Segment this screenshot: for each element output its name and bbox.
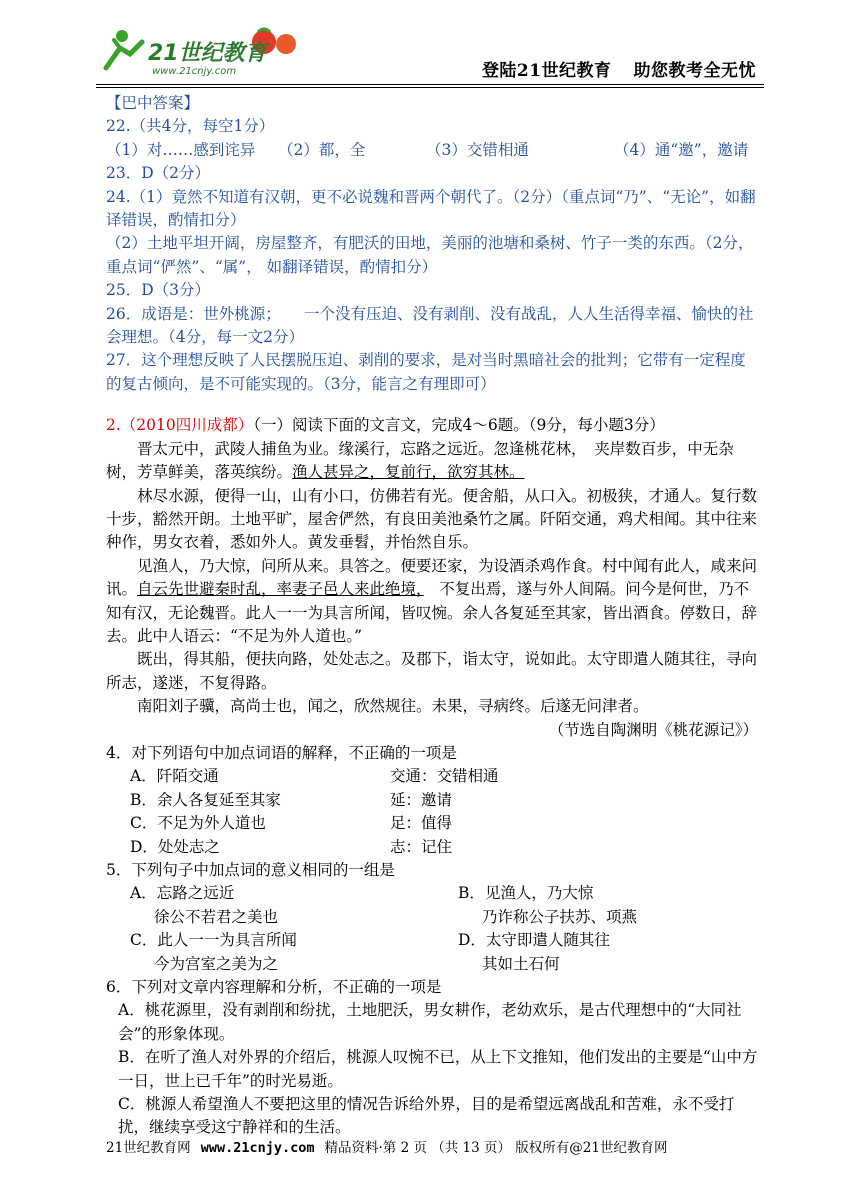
slogan-login: 登陆21世纪教育: [481, 61, 612, 81]
question-4-option: C．不足为外人道也 足：值得: [130, 814, 453, 833]
answer-line: 27．这个理想反映了人民摆脱压迫、剥削的要求，是对当时黑暗社会的批判；它带有一定程度的复古倾向，是不可能实现的。（3分，能言之有理即可）: [106, 351, 746, 393]
footer-site: 21世纪教育网: [106, 1140, 191, 1156]
question-5-option-row: 徐公不若君之美也 乃诈称公子扶苏、项燕: [154, 907, 638, 926]
answer-title: 【巴中答案】: [106, 94, 200, 112]
slogan-help: 助您教考全无忧: [633, 61, 756, 81]
page-header: [96, 26, 764, 82]
question-6-option: B．在听了渔人对外界的介绍后，桃源人叹惋不已，从上下文推知，他们发出的主要是“山中方一日，世上已千年”的时光易逝。: [118, 1048, 758, 1090]
answer-line: 26．成语是：世外桃源； 一个没有压迫、没有剥削、没有战乱，人人生活得幸福、愉快的社会理想。（4分，每一文2分）: [106, 304, 754, 347]
question-4-stem: 4．对下列语句中加点词语的解释，不正确的一项是: [106, 743, 457, 762]
answer-line: （2）土地平坦开阔，房屋整齐，有肥沃的田地，美丽的池塘和桑树、竹子一类的东西。（2分，重点词“俨然”、“属”， 如翻译错误，酌情扣分）: [106, 234, 754, 276]
passage-paragraph: 晋太元中，武陵人捕鱼为业。缘溪行，忘路之远近。忽逢桃花林， 夹岸数百步，中无杂树，芳草鲜美，落英缤纷。渔人甚异之，复前行，欲穷其林。: [106, 439, 734, 482]
question-5-option-row: 今为宫室之美为之 其如土石何: [154, 954, 560, 973]
header-slogan: [460, 56, 756, 81]
answer-line: （1）对……感到诧异 （2）都，全 （3）交错相通 （4）通“邀”，邀请: [106, 140, 749, 159]
question-4-option: B．余人各复延至其家 延：邀请: [130, 790, 453, 809]
answer-section: [106, 92, 758, 396]
passage-paragraph: 南阳刘子骥，高尚士也，闻之，欣然规往。未果，寻病终。后遂无问津者。: [137, 697, 649, 716]
header-rule-thin: [96, 87, 764, 88]
page-footer: [106, 1136, 766, 1156]
question-6-stem: 6．下列对文章内容理解和分析，不正确的一项是: [106, 978, 442, 997]
passage-paragraph: 既出，得其船，便扶向路，处处志之。及郡下，诣太守，说如此。太守即遣人随其往，寻向所志，遂迷，不复得路。: [106, 650, 758, 692]
question-6-option: C．桃源人希望渔人不要把这里的情况告诉给外界，目的是希望远离战乱和苦难，永不受打扰，继续享受这宁静祥和的生活。: [118, 1095, 735, 1137]
question-number: 2.: [106, 416, 121, 435]
question-4-option: D．处处志之 志：记住: [130, 837, 453, 856]
logo: [96, 26, 311, 78]
footer-url[interactable]: www.21cnjy.com: [200, 1140, 315, 1156]
logo-text: 21世纪教育: [148, 41, 267, 66]
page-content: [106, 92, 758, 1140]
question-5-stem: 5．下列句子中加点词的意义相同的一组是: [106, 861, 395, 879]
passage-citation: （节选自陶渊明《桃花源记》）: [548, 720, 758, 739]
answer-line: 23．D（2分）: [106, 164, 211, 183]
question-2-header: [106, 414, 758, 437]
question-source: （2010四川成都）: [120, 416, 254, 435]
logo-url: www.21cnjy.com: [152, 66, 237, 77]
header-rule: [96, 84, 764, 85]
question-instructions: （一）阅读下面的文言文，完成4～6题。（9分，每小题3分）: [253, 416, 665, 435]
question-6-option: A．桃花源里，没有剥削和纷扰，土地肥沃，男女耕作，老幼欢乐，是古代理想中的“大同社会”的形象体现。: [118, 1001, 742, 1043]
footer-info: 精品资料·第 2 页 （共 13 页） 版权所有@21世纪教育网: [324, 1140, 668, 1156]
answer-line: 22.（共4分，每空1分）: [106, 117, 275, 136]
answer-line: 25．D（3分）: [106, 281, 211, 300]
question-4-option: A．阡陌交通 交通：交错相通: [130, 767, 499, 786]
question-5-option-row: C．此人一一为具言所闻 D．太守即遣人随其往: [130, 931, 610, 950]
passage-paragraph: 见渔人，乃大惊，问所从来。具答之。便要还家，为设酒杀鸡作食。村中闻有此人，咸来问讯。自云先世避秦时乱，率妻子邑人来此绝境， 不复出焉，遂与外人间隔。问今是何世，乃不知有汉，无论魏晋。此人一一为具言所闻，皆叹惋。余人各复延至其家，皆出酒食。停数日，辞去。此中人语云：“不足为外人道也。”: [106, 556, 758, 645]
passage-paragraph: 林尽水源，便得一山，山有小口，仿佛若有光。便舍船，从口入。初极狭，才通人。复行数十步，豁然开朗。土地平旷，屋舍俨然，有良田美池桑竹之属。阡陌交通，鸡犬相闻。其中往来种作，男女衣着，悉如外人。黄发垂髫，并怡然自乐。: [106, 486, 758, 552]
answer-line: 24.（1）竟然不知道有汉朝，更不必说魏和晋两个朝代了。（2分）（重点词“乃”、“无论”，如翻译错误，酌情扣分）: [106, 187, 756, 230]
question-5-option-row: A．忘路之远近 B．见渔人，乃大惊: [130, 884, 594, 903]
